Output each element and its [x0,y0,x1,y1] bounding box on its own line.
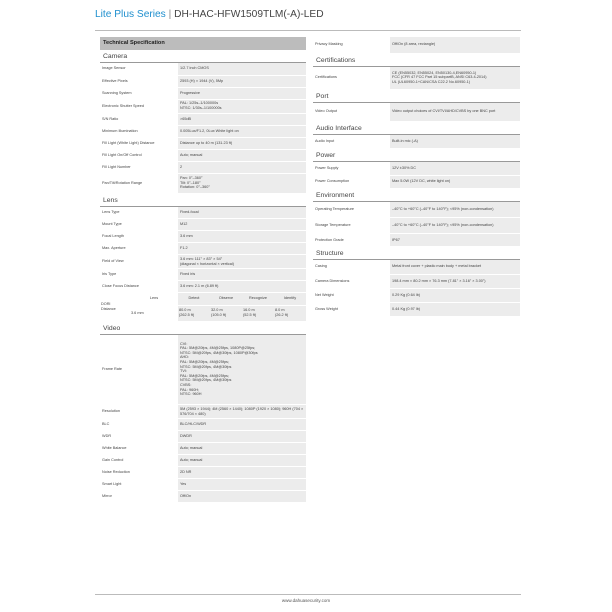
spec-value: Fixed-focal [178,207,306,219]
spec-row [100,87,306,99]
spec-value: 2593 (H) × 1944 (V), 5Mp [178,75,306,87]
spec-value: M12 [178,219,306,231]
spec-row [313,202,520,218]
spec-label: WDR [100,431,178,443]
spec-label: Casing [313,260,390,274]
spec-label: Mirror [100,491,178,503]
spec-value: Off/On [178,491,306,503]
spec-row [313,67,520,90]
spec-value: 198.4 mm × 80.2 mm × 76.3 mm (7.81" × 3.16" × 3.00") [390,274,520,288]
spec-row [100,173,306,193]
spec-row [313,218,520,234]
spec-row [100,455,306,467]
spec-row [313,288,520,302]
spec-label: Fill Light On/Off Control [100,149,178,161]
footer-rule [95,594,521,595]
spec-label: Video Output [313,103,390,121]
spec-value: Yes [178,479,306,491]
spec-row [100,149,306,161]
spec-value: Fixed iris [178,269,306,281]
spec-value: Auto; manual [178,149,306,161]
spec-row [313,260,520,274]
spec-label: Mount Type [100,219,178,231]
spec-row [313,234,520,247]
doori-lens-header: Lens [130,293,178,305]
spec-row [313,175,520,188]
spec-label: Max. Aperture [100,243,178,255]
spec-label: Privacy Masking [313,37,390,53]
spec-row [100,137,306,149]
camera-table [100,63,306,194]
spec-row [313,37,520,53]
spec-value: 12V ±30% DC [390,162,520,175]
doori-table [100,293,306,322]
certifications-table [313,67,520,91]
video-table [100,335,306,504]
spec-value: 3.6 mm [178,231,306,243]
spec-row [313,302,520,316]
spec-value: IP67 [390,234,520,247]
spec-value: F1.2 [178,243,306,255]
section-audio: Audio Interface [313,123,520,135]
spec-value: Pan: 0°–360° Tilt: 0°–180° Rotation: 0°–360° [178,173,306,193]
doori-header: Identify [274,293,306,305]
spec-row [100,443,306,455]
spec-label: Focal Length [100,231,178,243]
spec-row [100,63,306,75]
port-table [313,103,520,122]
spec-label: Electronic Shutter Speed [100,99,178,113]
spec-value: 0.005Lux/F1.2, 0Lux White light on [178,125,306,137]
spec-value: 5M (2593 × 1944); 4M (2560 × 1440); 1080P (1920 × 1080); 960H (704 × 576/704 × 480) [178,405,306,419]
spec-row [100,161,306,173]
spec-value: CVI: PAL: 5M@20fps, 4M@25fps, 1080P@25fps; NTSC: 5M@20fps, 4M@30fps, 1080P@30fps AHD: PAL: 5M@20fps, 4M@25fps; NTSC: 5M@20fps, 4M@30fps TVI: PAL: 5M@20fps, 4M@25fps; NTSC: 5M@20fps, 4M@30fps CVBS: PAL: 960H; NTSC: 960H [178,335,306,405]
spec-label: Audio Input [313,135,390,149]
doc-header [95,9,324,20]
spec-row [313,162,520,175]
spec-value: PAL: 1/25s–1/100000s NTSC: 1/30s–1/100000s [178,99,306,113]
spec-label: Operating Temperature [313,202,390,218]
spec-row [100,207,306,219]
spec-value: 3.6 mm: 111° × 83° × 54° (diagonal × horizontal × vertical) [178,255,306,269]
lens-table [100,207,306,294]
section-lens: Lens [100,195,306,207]
doori-header: Recognize [242,293,274,305]
spec-value: Off/On (8 area, rectangle) [390,37,520,53]
section-power: Power [313,150,520,162]
spec-row [100,243,306,255]
spec-row [100,219,306,231]
section-certifications: Certifications [313,55,520,67]
structure-table [313,260,520,317]
spec-value: Built-in mic (-A) [390,135,520,149]
spec-value: Distance up to 40 m (131.23 ft) [178,137,306,149]
doori-header: Detect [178,293,210,305]
spec-value: Max 5.0W (12V DC, white light on) [390,175,520,188]
spec-row [313,135,520,149]
spec-label: Image Sensor [100,63,178,75]
spec-label: Smart Light [100,479,178,491]
spec-label: Gain Control [100,455,178,467]
spec-row [100,113,306,125]
section-port: Port [313,91,520,103]
spec-label: Power Consumption [313,175,390,188]
spec-value: 1/2.7 inch CMOS [178,63,306,75]
spec-label: Minimum Illumination [100,125,178,137]
spec-label: Certifications [313,67,390,90]
spec-value: 2 [178,161,306,173]
spec-value: Auto; manual [178,455,306,467]
spec-label: Lens Type [100,207,178,219]
spec-label: Field of View [100,255,178,269]
spec-row [100,419,306,431]
spec-row [100,467,306,479]
spec-row [100,479,306,491]
spec-value: Auto; manual [178,443,306,455]
section-structure: Structure [313,248,520,260]
spec-label: Frame Rate [100,335,178,405]
right-column [313,37,520,317]
spec-label: Noise Reduction [100,467,178,479]
spec-label: Fill Light (White Light) Distance [100,137,178,149]
spec-value: Video output choices of CVI/TVI/AHD/CVBS by one BNC port [390,103,520,121]
spec-row [100,491,306,503]
footer-url: www.dahuasecurity.com [281,598,331,603]
spec-label: White Balance [100,443,178,455]
header-separator: | [168,9,172,20]
spec-row [100,99,306,113]
spec-label: Scanning System [100,87,178,99]
spec-row [100,255,306,269]
doori-header: Observe [210,293,242,305]
spec-value: Metal front cover + plastic main body + metal bracket [390,260,520,274]
power-table [313,162,520,189]
spec-value: BLC/HLC/WDR [178,419,306,431]
spec-label: BLC [100,419,178,431]
spec-label: Camera Dimensions [313,274,390,288]
spec-row [100,125,306,137]
audio-table [313,135,520,150]
doori-value: 8.0 m (26.2 ft) [274,305,306,321]
spec-row [100,231,306,243]
section-camera: Camera [100,51,306,63]
spec-label: Fill Light Number [100,161,178,173]
spec-label: Resolution [100,405,178,419]
doori-value: 32.0 m (105.0 ft) [210,305,242,321]
doori-value: 80.0 m (262.5 ft) [178,305,210,321]
spec-value: 0.44 Kg (0.97 lb) [390,302,520,316]
spec-label: Storage Temperature [313,218,390,234]
spec-value: 0.29 Kg (0.64 lb) [390,288,520,302]
spec-row [100,281,306,293]
section-video: Video [100,323,306,335]
spec-label: Iris Type [100,269,178,281]
spec-value: CE (EN55032, EN55024, EN50130-4,EN60950-1) FCC (CFR 47 FCC Part 15 subpartB, ANSI C63.4-2014) UL (UL60950-1+CAN/CSA C22.2 No.60950-1) [390,67,520,90]
spec-label: Protection Grade [313,234,390,247]
spec-label: Power Supply [313,162,390,175]
spec-label: Gross Weight [313,302,390,316]
doori-value: 16.0 m (52.5 ft) [242,305,274,321]
spec-value: Progressive [178,87,306,99]
spec-value: –40°C to +60°C (–40°F to 140°F); <95% (non-condensation) [390,218,520,234]
header-rule [95,30,521,31]
spec-value: DWDR [178,431,306,443]
doori-label: DORI Distance [100,293,130,321]
spec-value: 3.6 mm: 2.1 m (6.89 ft) [178,281,306,293]
spec-label: S/N Ratio [100,113,178,125]
model-number: DH-HAC-HFW1509TLM(-A)-LED [174,9,324,20]
spec-label: Close Focus Distance [100,281,178,293]
spec-value: 2D NR [178,467,306,479]
privacy-table [313,37,520,54]
spec-row [313,274,520,288]
spec-row [100,75,306,87]
spec-label: Pan/Tilt/Rotation Range [100,173,178,193]
tech-spec-title: Technical Specification [100,37,306,50]
spec-row [100,405,306,419]
spec-label: Effective Pixels [100,75,178,87]
left-column [100,37,306,503]
section-environment: Environment [313,190,520,202]
spec-row [100,269,306,281]
spec-row [100,335,306,405]
spec-label: Net Weight [313,288,390,302]
spec-value: >65dB [178,113,306,125]
environment-table [313,202,520,248]
spec-value: –40°C to +60°C (–40°F to 140°F); <95% (non-condensation) [390,202,520,218]
spec-row [100,431,306,443]
spec-row [313,103,520,121]
doori-lens-value: 3.6 mm [130,305,178,321]
series-name: Lite Plus Series [95,9,166,20]
